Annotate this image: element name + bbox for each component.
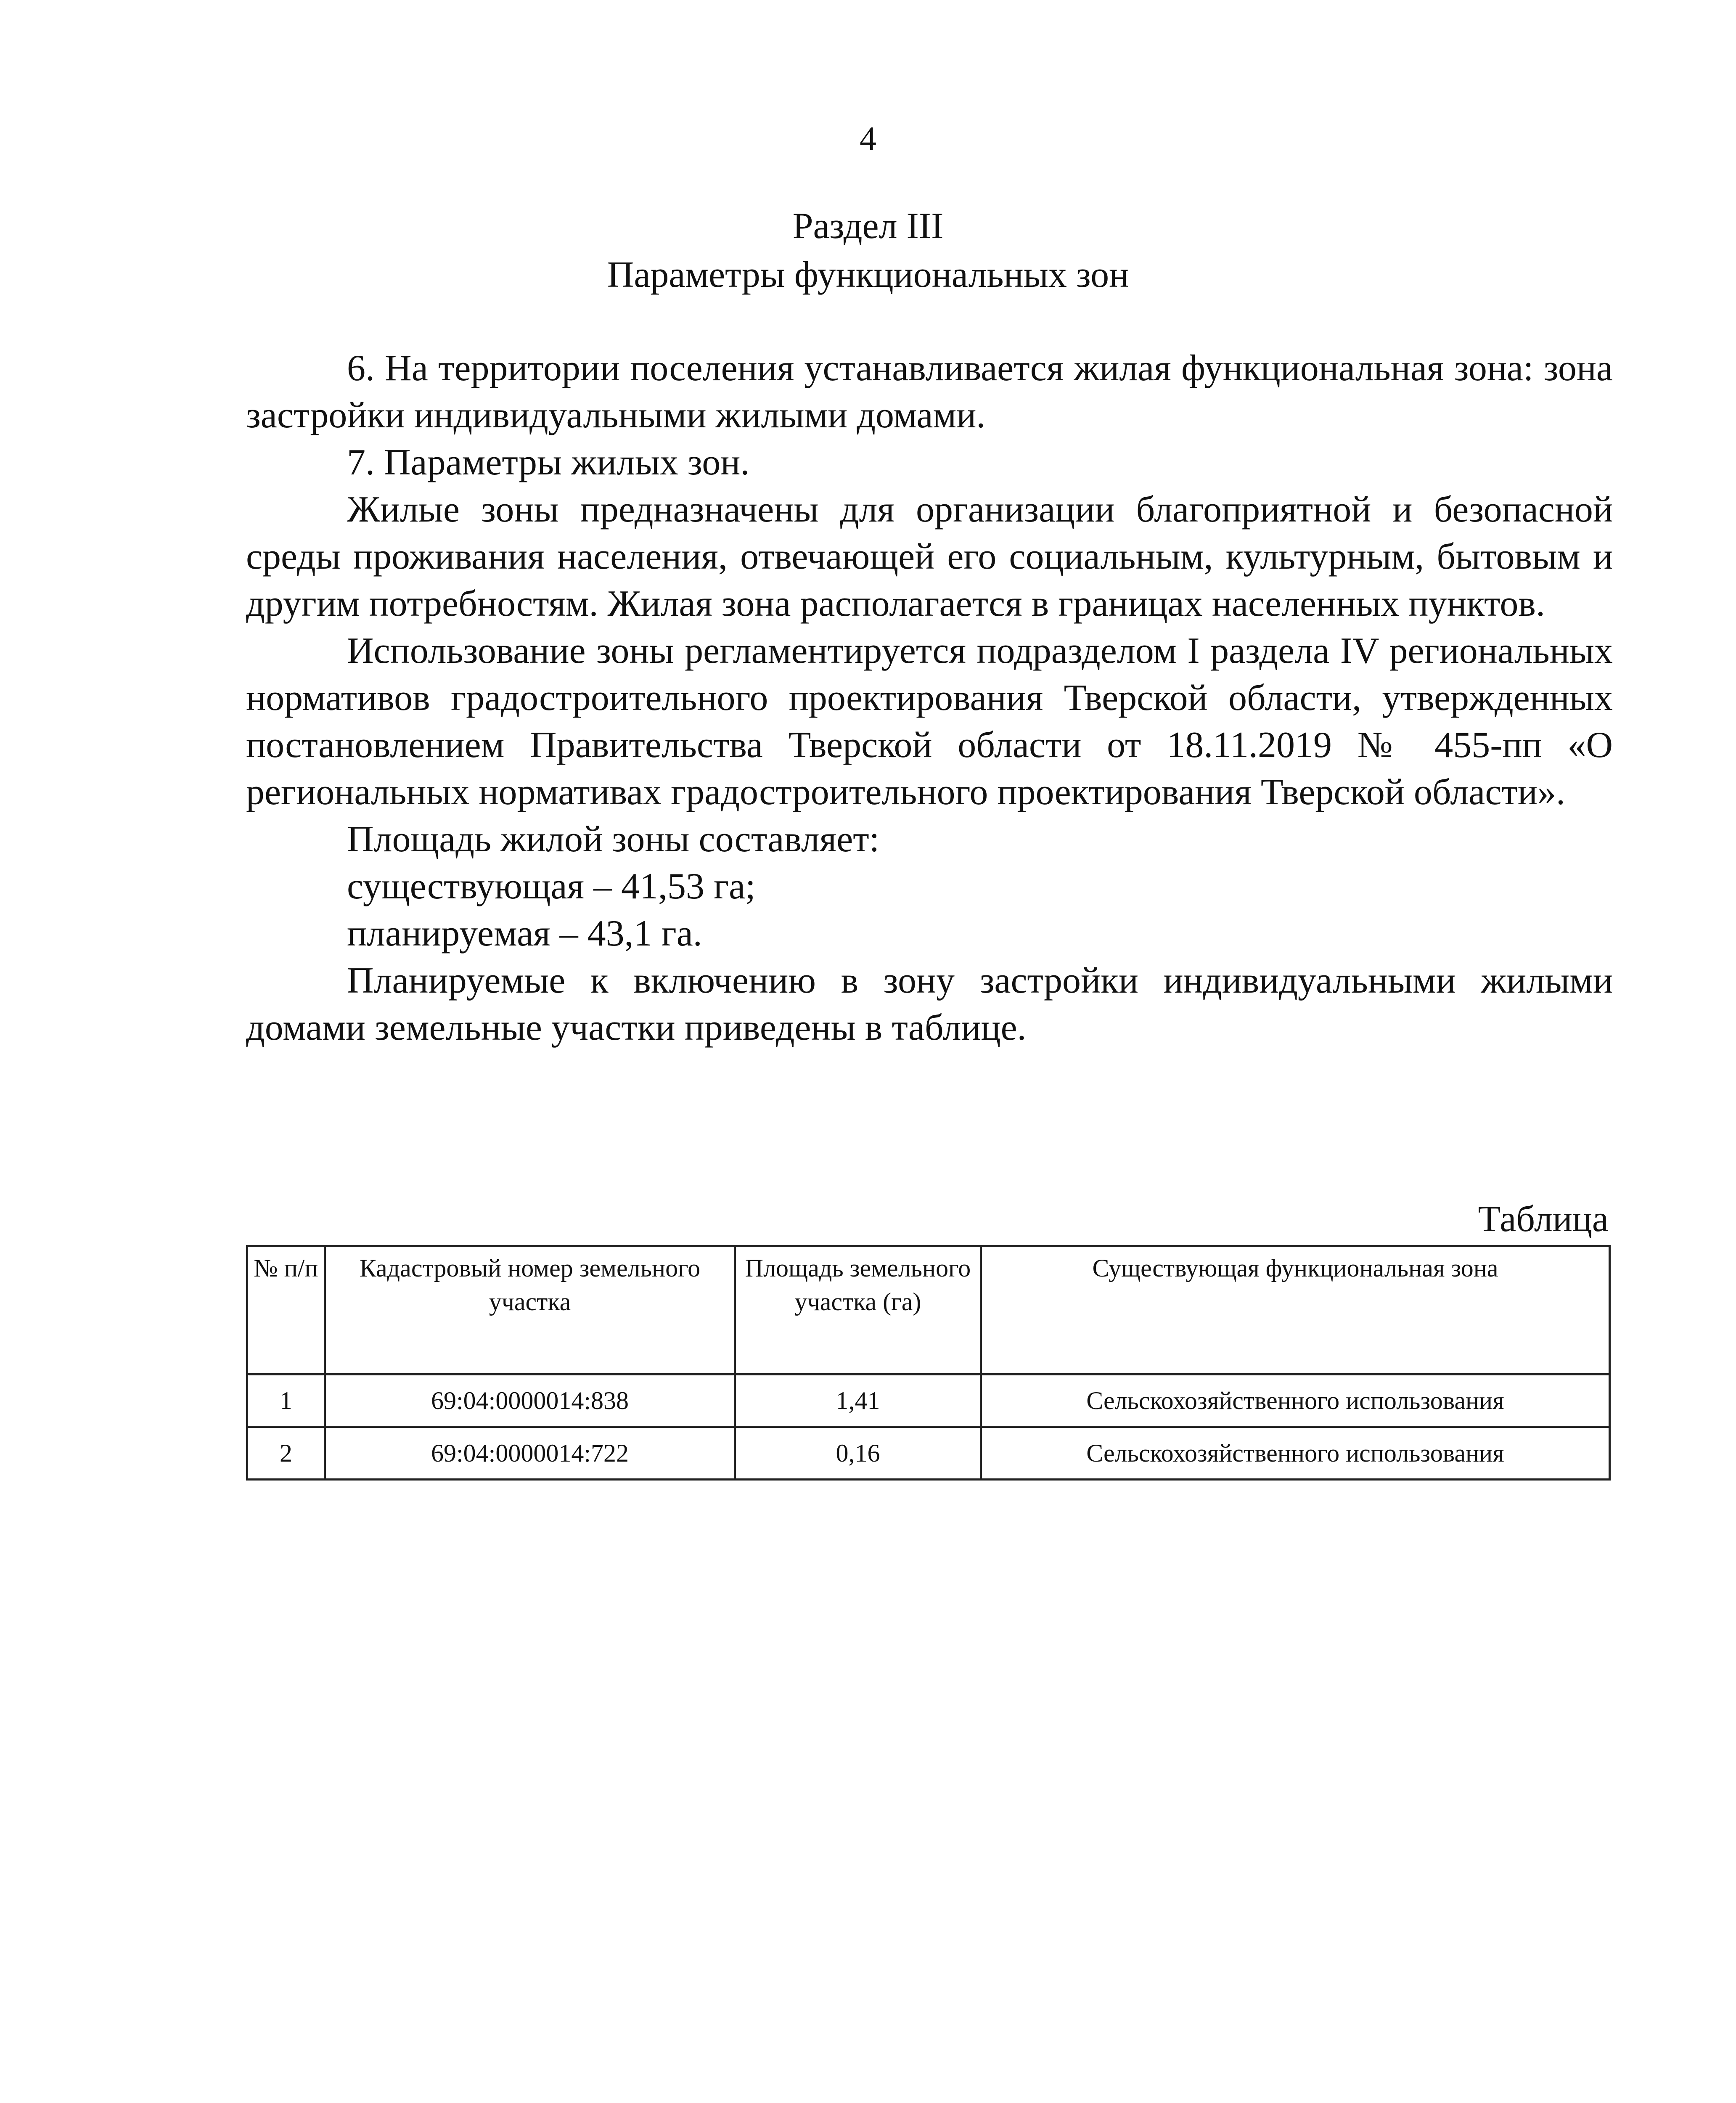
section-heading bbox=[0, 202, 1736, 299]
header-num: № п/п bbox=[247, 1246, 325, 1375]
cell-zone: Сельскохозяйственного использования bbox=[981, 1427, 1610, 1480]
table-header-row bbox=[247, 1246, 1610, 1375]
table-caption: Таблица bbox=[1478, 1199, 1609, 1240]
header-zone: Существующая функциональная зона bbox=[981, 1246, 1610, 1375]
cell-area: 0,16 bbox=[735, 1427, 981, 1480]
cell-cadastral: 69:04:0000014:722 bbox=[325, 1427, 735, 1480]
header-area: Площадь земельного участка (га) bbox=[735, 1246, 981, 1375]
paragraph: Площадь жилой зоны составляет: bbox=[347, 819, 880, 860]
header-cadastral: Кадастровый номер земельного участка bbox=[325, 1246, 735, 1375]
cell-cadastral: 69:04:0000014:838 bbox=[325, 1375, 735, 1427]
paragraph: 7. Параметры жилых зон. bbox=[347, 442, 750, 483]
section-label: Раздел III bbox=[792, 206, 944, 246]
body-text bbox=[246, 345, 1613, 1052]
page-number: 4 bbox=[860, 120, 876, 157]
paragraph: Планируемые к включению в зону застройки индивидуальными жилыми домами земельные участки приведены в таблице. bbox=[246, 960, 1613, 1048]
cell-zone: Сельскохозяйственного использования bbox=[981, 1375, 1610, 1427]
cell-num: 2 bbox=[247, 1427, 325, 1480]
paragraph: существующая – 41,53 га; bbox=[347, 866, 756, 907]
paragraph: планируемая – 43,1 га. bbox=[347, 913, 702, 954]
table-row bbox=[247, 1427, 1610, 1480]
paragraph: Использование зоны регламентируется подразделом I раздела IV региональных нормативов градостроительного проектирования Тверской области, утвержденных постановлением Правительства Тверской области от 18.11.2019 № 455-пп «О региональных нормативах градостроительного проектирования Тверской области». bbox=[246, 630, 1613, 813]
table-row bbox=[247, 1375, 1610, 1427]
land-parcels-table bbox=[246, 1245, 1611, 1481]
section-title: Параметры функциональных зон bbox=[607, 254, 1129, 295]
cell-area: 1,41 bbox=[735, 1375, 981, 1427]
cell-num: 1 bbox=[247, 1375, 325, 1427]
paragraph: 6. На территории поселения устанавливается жилая функциональная зона: зона застройки индивидуальными жилыми домами. bbox=[246, 348, 1613, 436]
paragraph: Жилые зоны предназначены для организации благоприятной и безопасной среды проживания населения, отвечающей его социальным, культурным, бытовым и другим потребностям. Жилая зона располагается в границах населенных пунктов. bbox=[246, 489, 1613, 624]
